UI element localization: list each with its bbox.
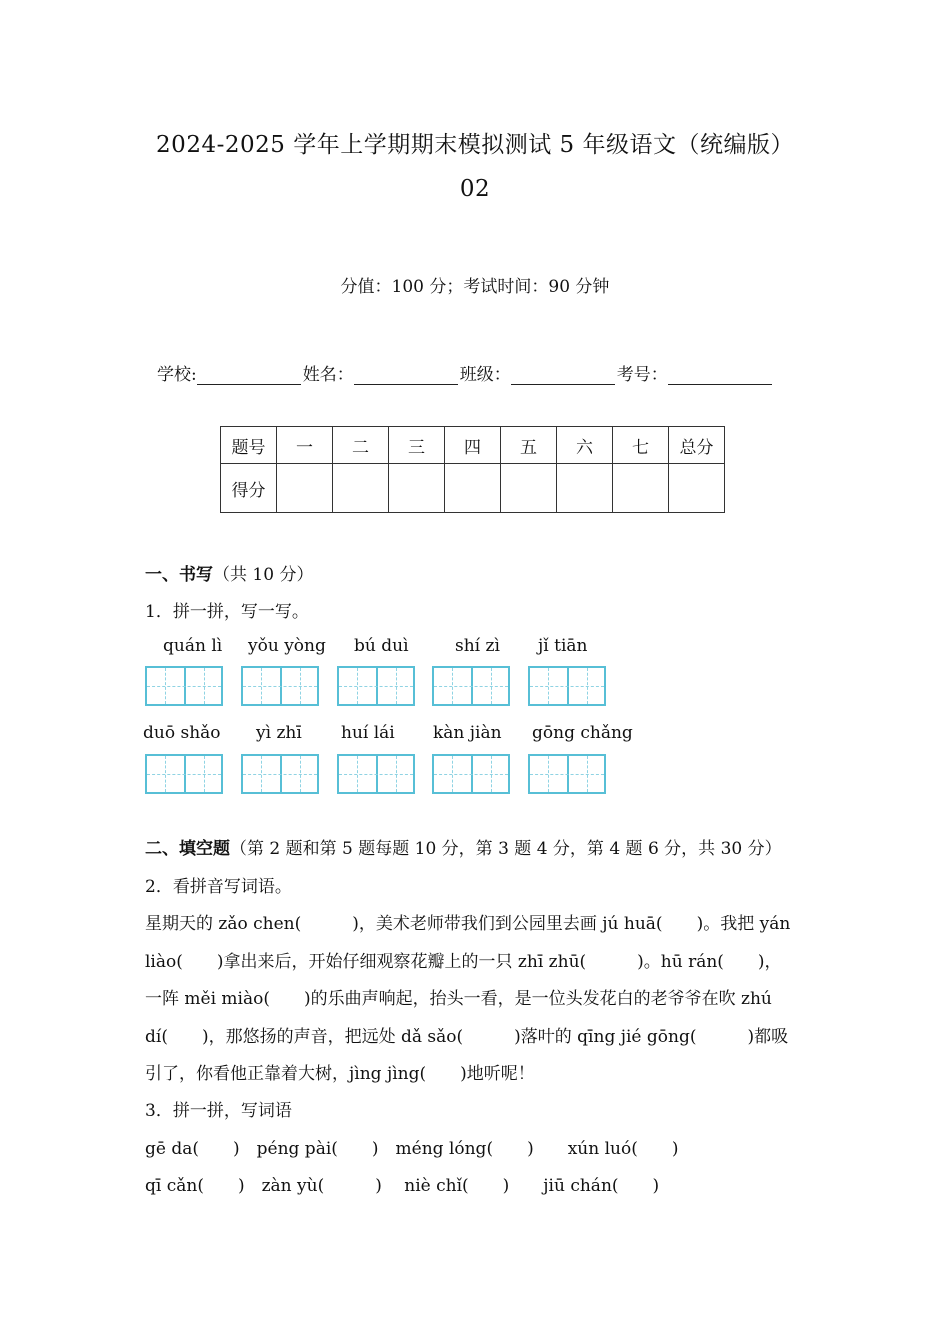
score-header-cell: 七 <box>613 427 669 464</box>
pinyin-label: yì zhī <box>256 723 302 743</box>
school-label: 学校: <box>157 365 197 385</box>
pinyin-label: quán lì <box>163 636 223 656</box>
class-label: 班级： <box>459 365 511 385</box>
pinyin-label: shí zì <box>455 636 500 656</box>
writing-grid[interactable] <box>145 754 223 794</box>
question1-prompt: 1．拼一拼，写一写。 <box>145 602 309 622</box>
writing-grid[interactable] <box>432 754 510 794</box>
question2-prompt: 2．看拼音写词语。 <box>145 877 292 897</box>
question2-text-line: liào( )拿出来后，开始仔细观察花瓣上的一只 zhī zhū( )。hū rán( )， <box>145 952 782 972</box>
question2-text-line: dí( )，那悠扬的声音，把远处 dǎ sǎo( )落叶的 qīng jié gōng( )都吸 <box>145 1027 789 1047</box>
writing-grid[interactable] <box>337 666 415 706</box>
writing-grid[interactable] <box>528 754 606 794</box>
pinyin-label: kàn jiàn <box>433 723 502 743</box>
question2-text-line: 星期天的 zǎo chen( )，美术老师带我们到公园里去画 jú huā( )。我把 yán <box>145 914 791 934</box>
score-table <box>220 426 725 513</box>
question3-line: gē da( ) péng pài( ) méng lóng( ) xún luó( ) <box>145 1139 679 1159</box>
pinyin-label: yǒu yòng <box>248 636 326 656</box>
pinyin-label: huí lái <box>341 723 395 743</box>
score-header-cell: 一 <box>277 427 333 464</box>
exam-meta: 分值：100 分；考试时间：90 分钟 <box>340 277 610 297</box>
writing-grid[interactable] <box>528 666 606 706</box>
score-table-score-row <box>221 464 725 513</box>
exam-title: 2024-2025 学年上学期期末模拟测试 5 年级语文（统编版） <box>156 132 794 158</box>
school-blank[interactable] <box>197 366 301 385</box>
pinyin-label: jǐ tiān <box>538 636 588 656</box>
score-cell[interactable] <box>277 464 333 513</box>
pinyin-label: duō shǎo <box>143 723 221 743</box>
student-info-line <box>157 360 774 385</box>
score-header-cell: 三 <box>389 427 445 464</box>
pinyin-label: bú duì <box>354 636 409 656</box>
writing-grid[interactable] <box>241 754 319 794</box>
score-header-cell: 二 <box>333 427 389 464</box>
score-row-label: 得分 <box>221 464 277 513</box>
score-header-cell: 四 <box>445 427 501 464</box>
score-cell[interactable] <box>389 464 445 513</box>
pinyin-label: gōng chǎng <box>532 723 633 743</box>
score-header-cell: 总分 <box>669 427 725 464</box>
question2-text-line: 引了，你看他正靠着大树，jìng jìng( )地听呢！ <box>145 1064 535 1084</box>
score-cell[interactable] <box>445 464 501 513</box>
exam-title-number: 02 <box>459 176 491 202</box>
writing-grid[interactable] <box>432 666 510 706</box>
score-cell[interactable] <box>333 464 389 513</box>
section2-title: 二、填空题 <box>145 839 230 859</box>
score-cell[interactable] <box>557 464 613 513</box>
exam-no-label: 考号： <box>616 365 668 385</box>
section1-note: （共 10 分） <box>213 565 314 585</box>
writing-grid[interactable] <box>337 754 415 794</box>
score-header-cell: 六 <box>557 427 613 464</box>
score-table-header-row <box>221 427 725 464</box>
class-blank[interactable] <box>511 366 615 385</box>
score-cell[interactable] <box>501 464 557 513</box>
score-header-cell: 题号 <box>221 427 277 464</box>
section1-heading <box>145 560 313 585</box>
score-cell[interactable] <box>613 464 669 513</box>
question3-prompt: 3．拼一拼，写词语 <box>145 1101 292 1121</box>
section1-title: 一、书写 <box>145 565 213 585</box>
question3-line: qī cǎn( ) zàn yù( ) niè chǐ( ) jiū chán( ) <box>145 1176 660 1196</box>
score-cell[interactable] <box>669 464 725 513</box>
question2-text-line: 一阵 měi miào( )的乐曲声响起，抬头一看，是一位头发花白的老爷爷在吹 zhú <box>145 989 772 1009</box>
name-blank[interactable] <box>354 366 458 385</box>
section2-heading <box>145 834 782 859</box>
exam-no-blank[interactable] <box>668 366 772 385</box>
section2-note: （第 2 题和第 5 题每题 10 分，第 3 题 4 分，第 4 题 6 分，共 30 分） <box>230 839 782 859</box>
writing-grid[interactable] <box>241 666 319 706</box>
writing-grid[interactable] <box>145 666 223 706</box>
name-label: 姓名： <box>302 365 354 385</box>
score-header-cell: 五 <box>501 427 557 464</box>
